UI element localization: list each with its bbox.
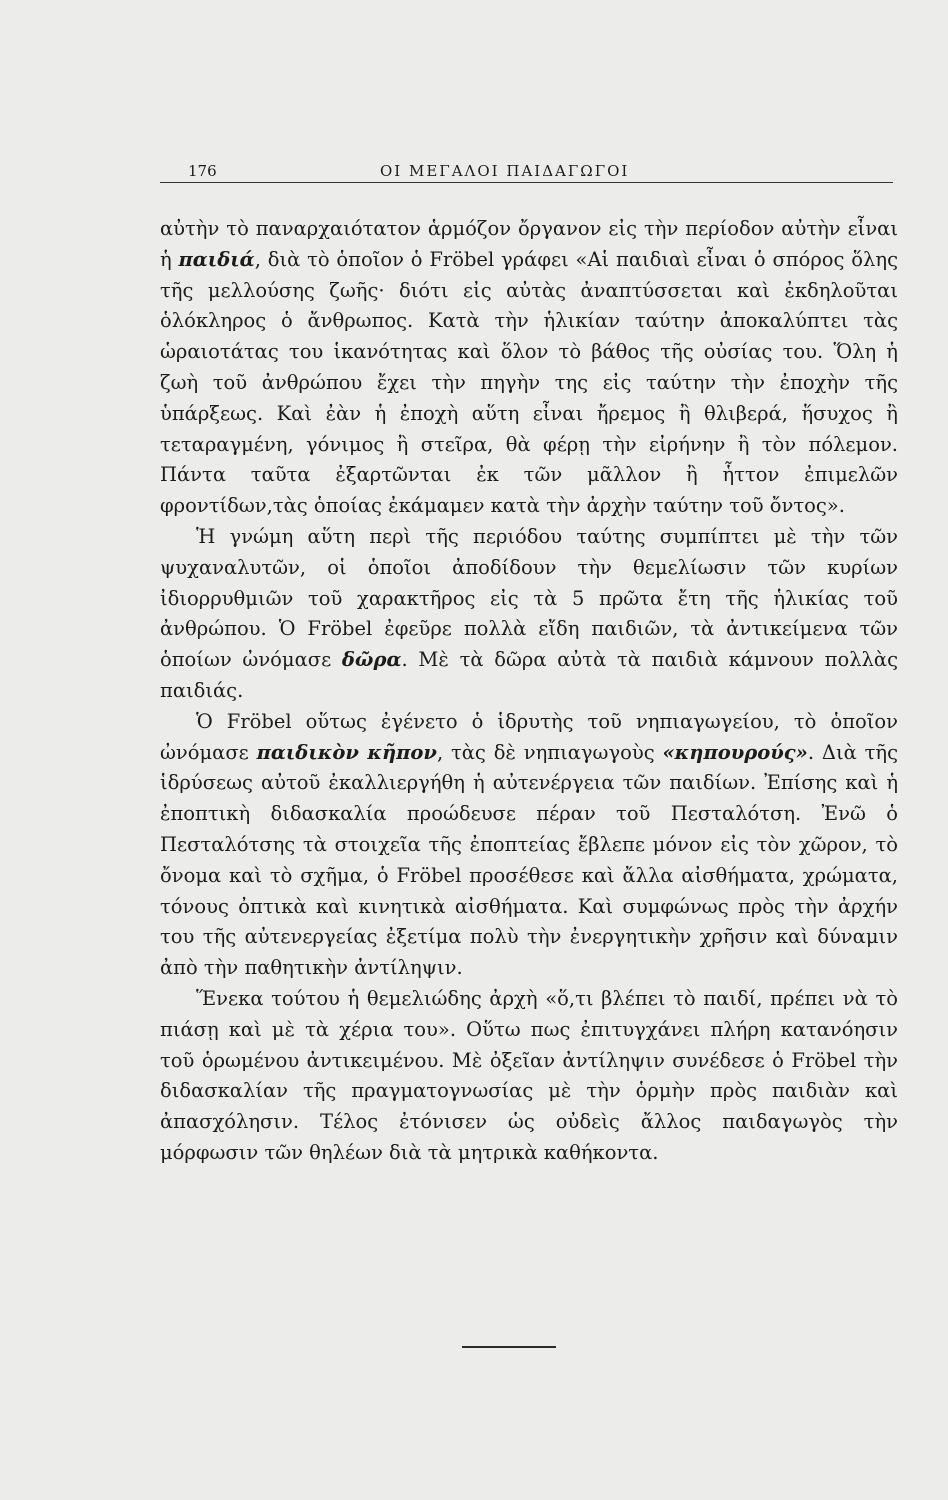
emphasized-text: παιδικὸν κῆπον <box>256 740 437 764</box>
page-header <box>160 160 893 183</box>
paragraph <box>160 984 898 1169</box>
paragraph <box>160 522 898 707</box>
text-run: . Διὰ τῆς ἱδρύσεως αὐτοῦ ἐκαλλιεργήθη ἡ αὐτενέργεια τῶν παιδίων. Ἐπίσης καὶ ἡ ἐποπτικὴ διδασκαλία προώδευσε πέραν τοῦ Πεσταλότση. Ἐνῶ ὁ Πεσταλότσης τὰ στοιχεῖα τῆς ἐποπτείας ἔβλεπε μόνον εἰς τὸν χῶρον, τὸ ὄνομα καὶ τὸ σχῆμα, ὁ Fröbel προσέθεσε καὶ ἄλλα αἰσθήματα, χρώματα, τόνους ὀπτικὰ καὶ κινητικὰ αἰσθήματα. Καὶ συμφώνως πρὸς τὴν ἀρχήν του τῆς αὐτενεργείας ἐξετίμα πολὺ τὴν ἐνεργητικὴν χρῆσιν καὶ δύναμιν ἀπὸ τὴν παθητικὴν ἀντίληψιν. <box>160 740 898 980</box>
text-run: , τὰς δὲ νηπιαγωγοὺς <box>436 740 663 764</box>
text-run: Ὁ Fröbel οὕτως ἐγένετο ὁ ἱδρυτὴς τοῦ νηπιαγωγείου, τὸ ὁποῖον ὠνόμασε <box>160 709 898 764</box>
text-run: αὐτὴν τὸ παναρχαιότατον ἁρμόζον ὄργανον εἰς τὴν περίοδον αὐτὴν εἶναι ἡ <box>160 217 898 271</box>
text-run: Ἕνεκα τούτου ἡ θεμελιώδης ἀρχὴ «ὅ,τι βλέπει τὸ παιδί, πρέπει νὰ τὸ πιάσῃ καὶ μὲ τὰ χέρια του». Οὕτω πως ἐπιτυγχάνει πλήρη κατανόησιν τοῦ ὁρωμένου ἀντικειμένου. Μὲ ὀξεῖαν ἀντίληψιν συνέδεσε ὁ Fröbel τὴν διδασκαλίαν τῆς πραγματογνωσίας μὲ τὴν ὁρμὴν πρὸς παιδιὰν καὶ ἀπασχόλησιν. Τέλος ἐτόνισεν ὡς οὐδεὶς ἄλλος παιδαγωγὸς τὴν μόρφωσιν τῶν θηλέων διὰ τὰ μητρικὰ καθήκοντα. <box>160 986 898 1164</box>
emphasized-text: «κηπουρούς» <box>662 740 808 764</box>
page-number: 176 <box>188 162 217 180</box>
emphasized-text: δῶρα <box>341 648 402 672</box>
paragraph <box>160 214 898 522</box>
text-run: Ἡ γνώμη αὕτη περὶ τῆς περιόδου ταύτης συμπίπτει μὲ τὴν τῶν ψυχαναλυτῶν, οἱ ὁποῖοι ἀποδίδουν τὴν θεμελίωσιν τῶν κυρίων ἰδιορρυθμιῶν τοῦ χαρακτῆρος εἰς τὰ 5 πρῶτα ἔτη τῆς ἡλικίας τοῦ ἀνθρώπου. Ὁ Fröbel ἐφεῦρε πολλὰ εἴδη παιδιῶν, τὰ ἀντικείμενα τῶν ὁποίων ὠνόμασε <box>160 524 898 672</box>
text-run: , διὰ τὸ ὁποῖον ὁ Fröbel γράφει «Αἱ παιδιαὶ εἶναι ὁ σπόρος ὅλης τῆς μελλούσης ζωῆς· διότι εἰς αὐτὰς ἀναπτύσσεται καὶ ἐκδηλοῦται ὁλόκληρος ὁ ἄνθρωπος. Κατὰ τὴν ἡλικίαν ταύτην ἀποκαλύπτει τὰς ὡραιοτάτας του ἱκανότητας καὶ ὅλον τὸ βάθος τῆς οὐσίας του. Ὅλη ἡ ζωὴ τοῦ ἀνθρώπου ἔχει τὴν πηγὴν της εἰς ταύτην τὴν ἐποχὴν τῆς ὑπάρξεως. Καὶ ἐὰν ἡ ἐποχὴ αὕτη εἶναι ἤρεμος ἢ θλιβερά, ἥσυχος ἢ τεταραγμένη, γόνιμος ἢ στεῖρα, θὰ φέρῃ τὴν εἰρήνην ἢ τὸν πόλεμον. Πάντα ταῦτα ἐξαρτῶνται ἐκ τῶν μᾶλλον ἢ ἧττον ἐπιμελῶν φροντίδων,τὰς ὁποίας ἐκάμαμεν κατὰ τὴν ἀρχὴν ταύτην τοῦ ὄντος». <box>160 247 898 518</box>
emphasized-text: παιδιά <box>178 247 255 271</box>
end-rule <box>462 1346 556 1348</box>
paragraph <box>160 707 898 984</box>
body-text <box>160 214 898 1169</box>
running-title: ΟΙ ΜΕΓΑΛΟΙ ΠΑΙΔΑΓΩΓΟΙ <box>380 162 630 180</box>
text-run: . Μὲ τὰ δῶρα αὐτὰ τὰ παιδιὰ κάμνουν πολλὰς παιδιάς. <box>160 648 899 702</box>
